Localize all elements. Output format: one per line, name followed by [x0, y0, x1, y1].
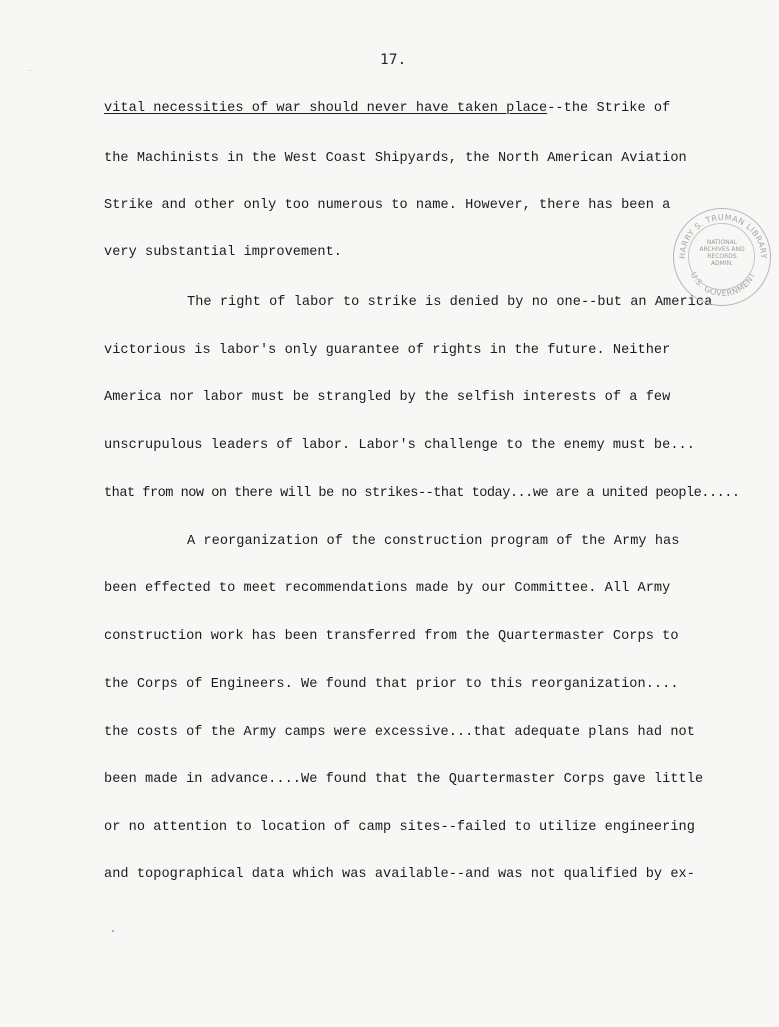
- text-line-15: been made in advance....We found that the Quartermaster Corps gave little: [104, 772, 704, 787]
- stamp-center-line: RECORDS: [707, 253, 737, 260]
- underlined-phrase: vital necessities of war should never have taken place: [104, 101, 548, 116]
- text-line-6: victorious is labor's only guarantee of rights in the future. Neither: [104, 343, 671, 358]
- stamp-center-line: ADMIN.: [710, 260, 734, 267]
- text-line-14: the costs of the Army camps were excessive...that adequate plans had not: [104, 725, 695, 740]
- stamp-center-text: [692, 239, 752, 267]
- text-line-1: [104, 101, 670, 116]
- stamp-ring-bottom: U.S. GOVERNMENT: [688, 270, 758, 299]
- text-line-4: very substantial improvement.: [104, 245, 343, 260]
- text-line-12: construction work has been transferred from the Quartermaster Corps to: [104, 629, 679, 644]
- text-line-9: that from now on there will be no strikes--that today...we are a united people.....: [104, 486, 740, 501]
- line-text: --the Strike of: [547, 101, 671, 116]
- text-line-11: been effected to meet recommendations made by our Committee. All Army: [104, 581, 671, 596]
- page-number: 17.: [380, 52, 407, 68]
- text-line-13: the Corps of Engineers. We found that prior to this reorganization....: [104, 677, 679, 692]
- archive-stamp: [673, 208, 771, 306]
- stamp-center-line: ARCHIVES AND: [699, 246, 745, 253]
- text-line-16: or no attention to location of camp sites--failed to utilize engineering: [104, 820, 695, 835]
- paper-speck: [30, 70, 31, 71]
- text-line-8: unscrupulous leaders of labor. Labor's challenge to the enemy must be...: [104, 438, 695, 453]
- text-line-3: Strike and other only too numerous to name. However, there has been a: [104, 198, 671, 213]
- stamp-ring-top: HARRY S. TRUMAN LIBRARY: [677, 212, 769, 260]
- text-line-5: The right of labor to strike is denied by no one--but an America: [187, 295, 713, 310]
- stamp-center-line: NATIONAL: [706, 239, 738, 246]
- paper-speck: [112, 930, 114, 932]
- text-line-10: A reorganization of the construction program of the Army has: [187, 534, 680, 549]
- text-line-17: and topographical data which was available--and was not qualified by ex-: [104, 867, 695, 882]
- text-line-7: America nor labor must be strangled by the selfish interests of a few: [104, 390, 671, 405]
- text-line-2: the Machinists in the West Coast Shipyards, the North American Aviation: [104, 151, 687, 166]
